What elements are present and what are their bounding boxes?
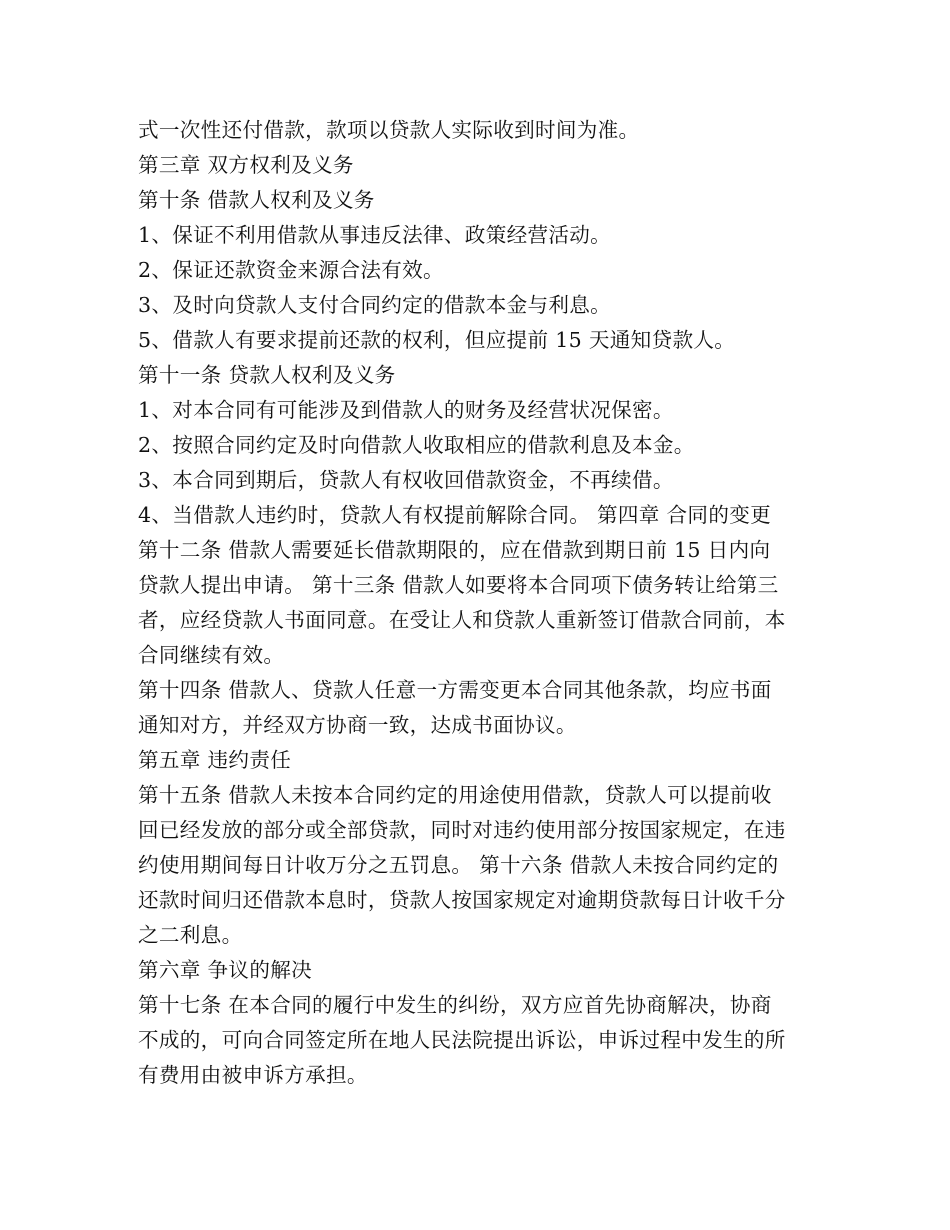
document-body: [138, 113, 814, 1093]
text-line: 通知对方，并经双方协商一致，达成书面协议。: [138, 713, 577, 737]
list-item: 4、当借款人违约时，贷款人有权提前解除合同。 第四章 合同的变更: [138, 503, 772, 527]
text-line: 第十七条 在本合同的履行中发生的纠纷，双方应首先协商解决，协商: [138, 993, 772, 1017]
article-heading: 第十条 借款人权利及义务: [138, 188, 375, 212]
list-item: 1、对本合同有可能涉及到借款人的财务及经营状况保密。: [138, 398, 674, 422]
text-line: 合同继续有效。: [138, 643, 285, 667]
text-line: 第十二条 借款人需要延长借款期限的，应在借款到期日前 15 日内向: [138, 538, 771, 562]
text-line: 还款时间归还借款本息时，贷款人按国家规定对逾期贷款每日计收千分: [138, 888, 786, 912]
chapter-heading: 第五章 违约责任: [138, 748, 292, 772]
text-line: 式一次性还付借款，款项以贷款人实际收到时间为准。: [138, 118, 640, 142]
list-item: 1、保证不利用借款从事违反法律、政策经营活动。: [138, 223, 612, 247]
text-line: 贷款人提出申请。 第十三条 借款人如要将本合同项下债务转让给第三: [138, 573, 779, 597]
list-item: 2、按照合同约定及时向借款人收取相应的借款利息及本金。: [138, 433, 695, 457]
text-line: 之二利息。: [138, 923, 243, 947]
text-line: 回已经发放的部分或全部贷款，同时对违约使用部分按国家规定，在违: [138, 818, 786, 842]
text-line: 第十五条 借款人未按本合同约定的用途使用借款，贷款人可以提前收: [138, 783, 772, 807]
text-line: 不成的，可向合同签定所在地人民法院提出诉讼，申诉过程中发生的所: [138, 1028, 786, 1052]
chapter-heading: 第六章 争议的解决: [138, 958, 312, 982]
text-line: 者，应经贷款人书面同意。在受让人和贷款人重新签订借款合同前，本: [138, 608, 786, 632]
text-line: 第十四条 借款人、贷款人任意一方需变更本合同其他条款，均应书面: [138, 678, 772, 702]
list-item: 3、及时向贷款人支付合同约定的借款本金与利息。: [138, 293, 612, 317]
article-heading: 第十一条 贷款人权利及义务: [138, 363, 396, 387]
text-line: 约使用期间每日计收万分之五罚息。 第十六条 借款人未按合同约定的: [138, 853, 779, 877]
chapter-heading: 第三章 双方权利及义务: [138, 153, 354, 177]
list-item: 5、借款人有要求提前还款的权利，但应提前 15 天通知贷款人。: [138, 328, 736, 352]
text-line: 有费用由被申诉方承担。: [138, 1063, 368, 1087]
list-item: 3、本合同到期后，贷款人有权收回借款资金，不再续借。: [138, 468, 674, 492]
list-item: 2、保证还款资金来源合法有效。: [138, 258, 444, 282]
